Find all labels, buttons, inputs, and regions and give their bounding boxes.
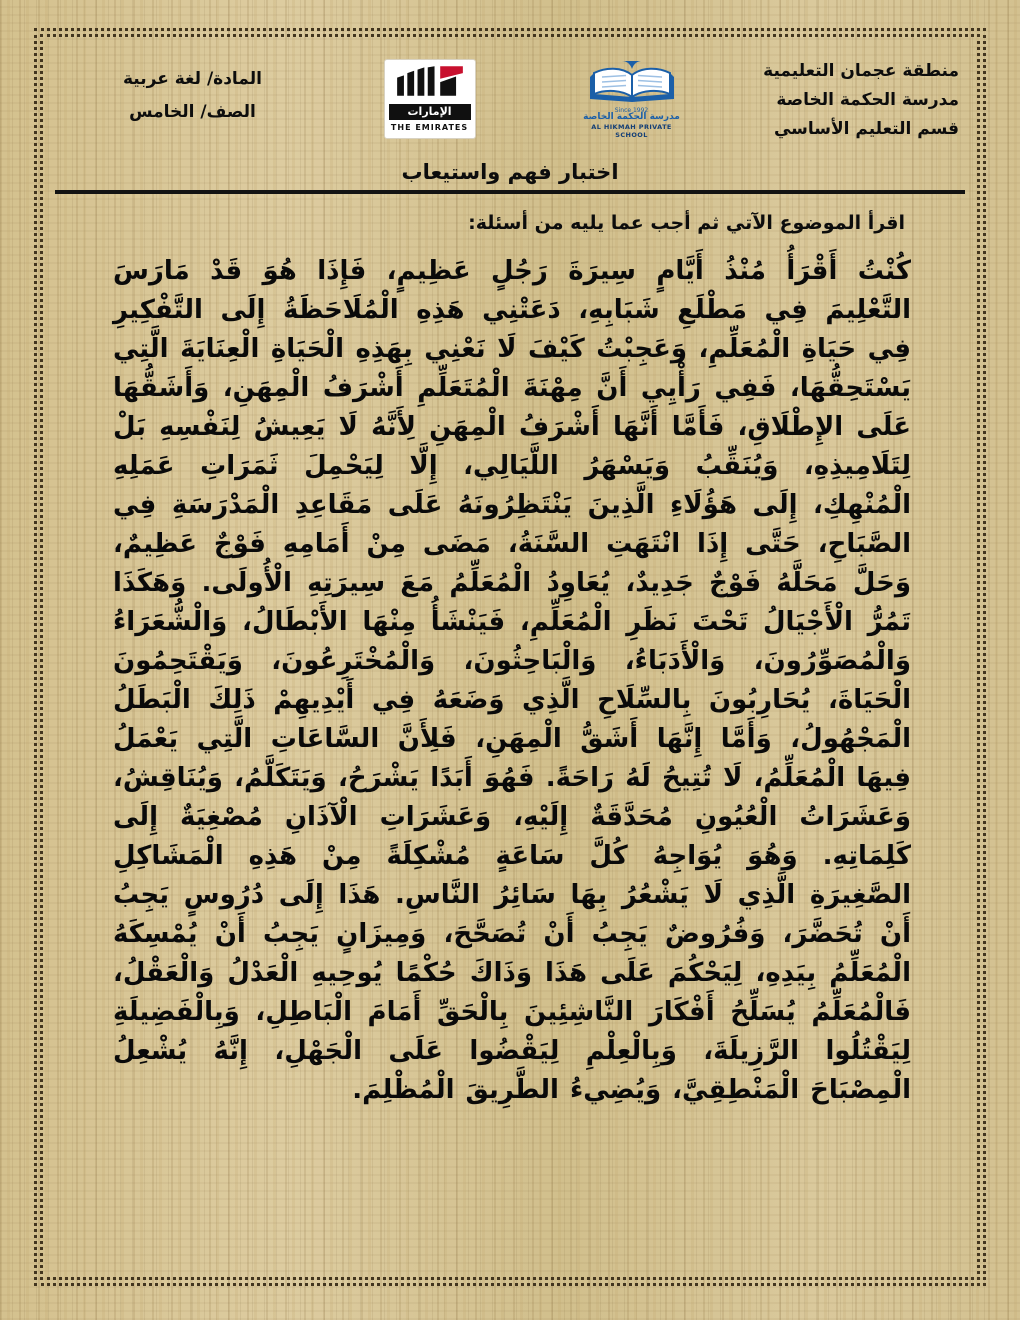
subject-info-block <box>123 63 262 129</box>
uae-brand-mark-icon <box>390 83 470 102</box>
uae-emirates-logo <box>384 59 476 139</box>
school-name-line: مدرسة الحكمة الخاصة <box>776 90 959 110</box>
title-underline <box>55 190 965 194</box>
emirates-logo-arabic: الإمارات <box>389 104 471 120</box>
subject-line: المادة/ لغة عربية <box>123 69 262 89</box>
open-book-icon <box>584 88 680 107</box>
school-logo-arabic-name: مدرسة الحكمة الخاصة <box>583 112 680 122</box>
school-department-line: قسم التعليم الأساسي <box>773 119 959 139</box>
grade-line: الصف/ الخامس <box>129 102 256 122</box>
page-title: اختبار فهم واستيعاب <box>401 160 619 184</box>
title-block <box>53 160 967 194</box>
al-hikmah-school-logo <box>582 59 682 139</box>
emirates-logo-english: THE EMIRATES <box>390 123 469 132</box>
instruction-text: اقرأ الموضوع الآتي ثم أجب عما يليه من أسئلة: <box>468 212 905 234</box>
header <box>53 51 967 144</box>
passage-text: كُنْتُ أَقْرَأُ مُنْذُ أَيَّامٍ سِيرَةَ رَجُلٍ عَظِيمٍ، فَإِذَا هُوَ قَدْ مَارَسَ التَّعْلِيمَ فِي مَطْلَعِ شَبَابِهِ، دَعَتْنِي هَذِهِ الْمُلَاحَظَةُ إِلَى التَّفْكِيرِ فِي حَيَاةِ الْمُعَلِّمِ، وَعَجِبْتُ كَيْفَ لَا نَعْنِي بِهَذِهِ الْحَيَاةِ الْعِنَايَةَ الَّتِي يَسْتَحِقُّهَا، فَفِي رَأْيِي أَنَّ مِهْنَةَ الْمُتَعَلِّمِ أَشْرَفُ الْمِهَنِ، وَأَشَقُّهَا عَلَى الإِطْلَاقِ، فَأَمَّا أَنَّهَا أَشْرَفُ الْمِهَنِ لِأَنَّهُ لَا يَعِيشُ لِنَفْسِهِ بَلْ لِتَلَامِيذِهِ، وَيُنَقِّبُ وَيَسْهَرُ اللَّيَالِي، إِلَّا لِيَحْمِلَ ثَمَرَاتِ عَمَلِهِ الْمُنْهِكِ، إِلَى هَؤُلَاءِ الَّذِينَ يَنْتَظِرُونَهُ عَلَى مَقَاعِدِ الْمَدْرَسَةِ فِي الصَّبَاحِ، حَتَّى إِذَا انْتَهَتِ السَّنَةُ، مَضَى مِنْ أَمَامِهِ فَوْجٌ عَظِيمٌ، وَحَلَّ مَحَلَّهُ فَوْجٌ جَدِيدٌ، يُعَاوِدُ الْمُعَلِّمُ مَعَ سِيرَتِهِ الْأُولَى. وَهَكَذَا تَمُرُّ الْأَجْيَالُ تَحْتَ نَظَرِ الْمُعَلِّمِ، فَيَنْشَأُ مِنْهَا الأَبْطَالُ، وَالْشُّعَرَاءُ وَالْمُصَوِّرُونَ، وَالْأَدَبَاءُ، وَالْبَاحِثُونَ، وَالْمُخْتَرِعُونَ، وَيَقْتَحِمُونَ الْحَيَاةَ، يُحَارِبُونَ بِالسِّلَاحِ الَّذِي وَضَعَهُ فِي أَيْدِيهِمْ ذَلِكَ الْبَطَلُ الْمَجْهُولُ، وَأَمَّا إِنَّهَا أَشَقُّ الْمِهَنِ، فَلِأَنَّ السَّاعَاتِ الَّتِي يَعْمَلُ فِيهَا الْمُعَلِّمُ، لَا تُتِيحُ لَهُ رَاحَةً. فَهُوَ أَبَدًا يَشْرَحُ، وَيَتَكَلَّمُ، وَيُنَاقِشُ، وَعَشَرَاتُ الْعُيُونِ مُحَدَّقَةٌ إِلَيْهِ، وَعَشَرَاتِ الْآذَانِ مُصْغِيَةٌ إِلَى كَلِمَاتِهِ. وَهُوَ يُوَاجِهُ كُلَّ سَاعَةٍ مُشْكِلَةً مِنْ هَذِهِ الْمَشَاكِلِ الصَّغِيرَةِ الَّذِي لَا يَشْعُرُ بِهَا سَائِرُ النَّاسِ. هَذَا إِلَى دُرُوسٍ يَجِبُ أَنْ تُحَضَّرَ، وَفُرُوضٌ يَجِبُ أَنْ تُصَحَّحَ، وَمِيزَانٍ يَجِبُ أَنْ يُمْسِكَهُ الْمُعَلِّمُ بِيَدِهِ، لِيَحْكُمَ عَلَى هَذَا وَذَاكَ حُكْمًا يُوحِيهِ الْعَدْلُ وَالْعَقْلُ، فَالْمُعَلِّمُ يُسَلِّحُ أَفْكَارَ النَّاشِئِينَ بِالْحَقِّ أَمَامَ الْبَاطِلِ، وَبِالْفَضِيلَةِ لِيَقْتُلُوا الرَّزِيلَةَ، وَبِالْعِلْمِ لِيَقْضُوا عَلَى الْجَهْلِ، إِنَّهُ يُشْعِلُ الْمِصْبَاحَ الْمَنْطِقِيَّ، وَيُضِيءُ الطَّرِيقَ الْمُظْلِمَ. <box>113 256 911 1105</box>
decorative-dotted-border <box>40 34 980 1280</box>
school-info-block <box>763 57 959 144</box>
school-logo-since: Since 1992 <box>614 107 649 114</box>
school-zone-line: منطقة عجمان التعليمية <box>763 61 959 81</box>
school-logo-english-name: AL HIKMAH PRIVATE SCHOOL <box>591 123 672 139</box>
logo-zone <box>384 59 682 139</box>
